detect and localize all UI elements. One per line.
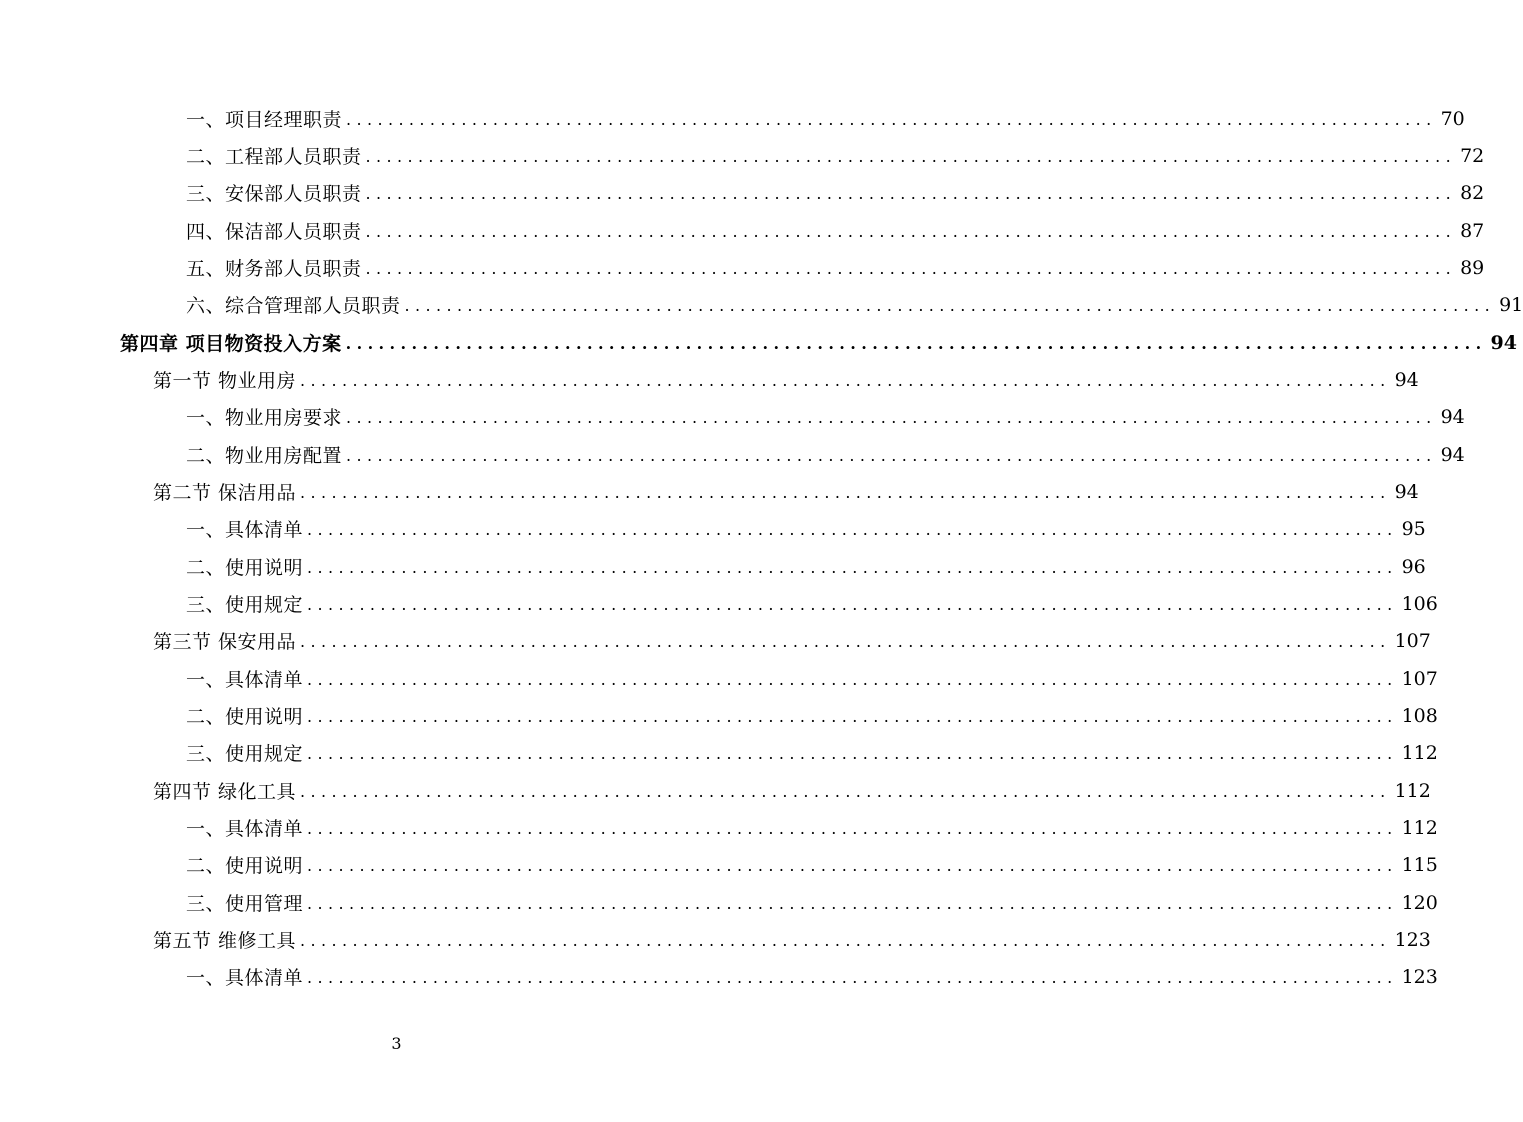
toc-leader-dots: ........................................................................................................ — [307, 744, 1398, 763]
toc-leader-dots: ........................................................................................................ — [307, 894, 1398, 913]
toc-entry-page: 112 — [1394, 779, 1431, 802]
toc-entry-label: 三、使用规定 — [186, 743, 304, 765]
toc-entry-label: 一、物业用房要求 — [186, 407, 343, 429]
toc-entry-page: 108 — [1401, 704, 1438, 727]
toc-entry-page: 123 — [1401, 965, 1438, 988]
toc-entry[interactable] — [186, 958, 1438, 995]
toc-entry-label: 第一节 物业用房 — [153, 370, 297, 392]
toc-leader-dots: ........................................................................................................ — [365, 222, 1457, 241]
toc-entry[interactable] — [186, 100, 1465, 137]
toc-entry-label: 三、使用管理 — [186, 893, 304, 915]
toc-entry-label: 一、具体清单 — [186, 519, 304, 541]
toc-entry[interactable] — [186, 510, 1426, 547]
toc-entry[interactable] — [186, 884, 1438, 921]
toc-entry-page: 94 — [1440, 405, 1465, 428]
toc-entry-label: 六、综合管理部人员职责 — [186, 295, 401, 317]
toc-leader-dots: ........................................................................................................ — [300, 632, 1391, 651]
toc-entry-page: 82 — [1460, 181, 1485, 204]
toc-leader-dots: ........................................................................................................ — [365, 147, 1457, 166]
toc-entry-label: 一、项目经理职责 — [186, 109, 343, 131]
toc-entry-section[interactable] — [153, 772, 1431, 809]
toc-entry-page: 72 — [1460, 144, 1485, 167]
toc-entry-label: 第四节 绿化工具 — [153, 781, 297, 803]
toc-entry-label: 三、使用规定 — [186, 594, 304, 616]
toc-entry-page: 94 — [1394, 368, 1419, 391]
toc-leader-dots: ........................................................................................................ — [307, 968, 1398, 987]
toc-entry[interactable] — [186, 734, 1438, 771]
toc-entry-label: 二、工程部人员职责 — [186, 146, 362, 168]
toc-entry[interactable] — [186, 436, 1465, 473]
toc-entry-page: 123 — [1394, 928, 1431, 951]
toc-entry-page: 94 — [1440, 443, 1465, 466]
toc-entry-page: 112 — [1401, 741, 1438, 764]
toc-entry-page: 87 — [1460, 219, 1485, 242]
toc-entry-page: 94 — [1490, 331, 1517, 354]
toc-entry-label: 二、使用说明 — [186, 855, 304, 877]
toc-leader-dots: ........................................................................................................ — [300, 371, 1391, 390]
toc-entry[interactable] — [186, 660, 1438, 697]
toc-leader-dots: ........................................................................................................ — [365, 184, 1457, 203]
toc-entry-page: 96 — [1401, 555, 1426, 578]
toc-entry-page: 95 — [1401, 517, 1426, 540]
toc-leader-dots: ........................................................................................................ — [307, 520, 1398, 539]
page-number: 3 — [391, 1034, 402, 1053]
toc-entry-chapter[interactable] — [120, 324, 1517, 361]
toc-entry-page: 89 — [1460, 256, 1485, 279]
toc-entry-page: 112 — [1401, 816, 1438, 839]
toc-leader-dots: ........................................................................................................ — [346, 408, 1437, 427]
toc-entry-label: 第五节 维修工具 — [153, 930, 297, 952]
toc-entry-page: 106 — [1401, 592, 1438, 615]
toc-entry-page: 91 — [1499, 293, 1523, 316]
toc-entry-section[interactable] — [153, 921, 1431, 958]
toc-entry[interactable] — [186, 585, 1438, 622]
toc-entry[interactable] — [186, 697, 1438, 734]
toc-entry-section[interactable] — [153, 473, 1419, 510]
toc-leader-dots: ........................................................................................................ — [345, 334, 1487, 353]
toc-entry-page: 107 — [1401, 667, 1438, 690]
toc-entry[interactable] — [186, 286, 1523, 323]
toc-entry[interactable] — [186, 137, 1485, 174]
toc-entry[interactable] — [186, 212, 1485, 249]
toc-entry-label: 一、具体清单 — [186, 669, 304, 691]
toc-entry-page: 107 — [1394, 629, 1431, 652]
toc-entry-label: 二、使用说明 — [186, 706, 304, 728]
toc-entry-label: 第三节 保安用品 — [153, 631, 297, 653]
toc-leader-dots: ........................................................................................................ — [307, 856, 1398, 875]
toc-entry-label: 一、具体清单 — [186, 967, 304, 989]
toc-entry-label: 一、具体清单 — [186, 818, 304, 840]
toc-leader-dots: ........................................................................................................ — [404, 296, 1496, 315]
toc-entry-label: 五、财务部人员职责 — [186, 258, 362, 280]
toc-entry[interactable] — [186, 846, 1438, 883]
toc-leader-dots: ........................................................................................................ — [300, 931, 1391, 950]
toc-entry-page: 94 — [1394, 480, 1419, 503]
toc-leader-dots: ........................................................................................................ — [307, 558, 1398, 577]
toc-entry[interactable] — [186, 174, 1485, 211]
toc-entry-page: 70 — [1440, 107, 1465, 130]
toc-entry-label: 二、使用说明 — [186, 557, 304, 579]
toc-leader-dots: ........................................................................................................ — [346, 110, 1437, 129]
toc-entry-label: 四、保洁部人员职责 — [186, 221, 362, 243]
toc-entry-section[interactable] — [153, 622, 1431, 659]
toc-entry[interactable] — [186, 398, 1465, 435]
toc-entry[interactable] — [186, 809, 1438, 846]
toc-entry-page: 120 — [1401, 891, 1438, 914]
toc-leader-dots: ........................................................................................................ — [307, 595, 1398, 614]
toc-leader-dots: ........................................................................................................ — [307, 670, 1398, 689]
toc-entry[interactable] — [186, 249, 1485, 286]
toc-entry-label: 第四章 项目物资投入方案 — [120, 333, 342, 355]
toc-entry-label: 三、安保部人员职责 — [186, 183, 362, 205]
toc-entry-label: 第二节 保洁用品 — [153, 482, 297, 504]
toc-leader-dots: ........................................................................................................ — [300, 483, 1391, 502]
toc-leader-dots: ........................................................................................................ — [346, 446, 1437, 465]
toc-entry-label: 二、物业用房配置 — [186, 445, 343, 467]
toc-entry-section[interactable] — [153, 361, 1419, 398]
toc-leader-dots: ........................................................................................................ — [307, 819, 1398, 838]
toc-leader-dots: ........................................................................................................ — [365, 259, 1457, 278]
toc-entry-page: 115 — [1401, 853, 1438, 876]
toc-leader-dots: ........................................................................................................ — [307, 707, 1398, 726]
toc-entry[interactable] — [186, 548, 1426, 585]
toc-leader-dots: ........................................................................................................ — [300, 782, 1391, 801]
